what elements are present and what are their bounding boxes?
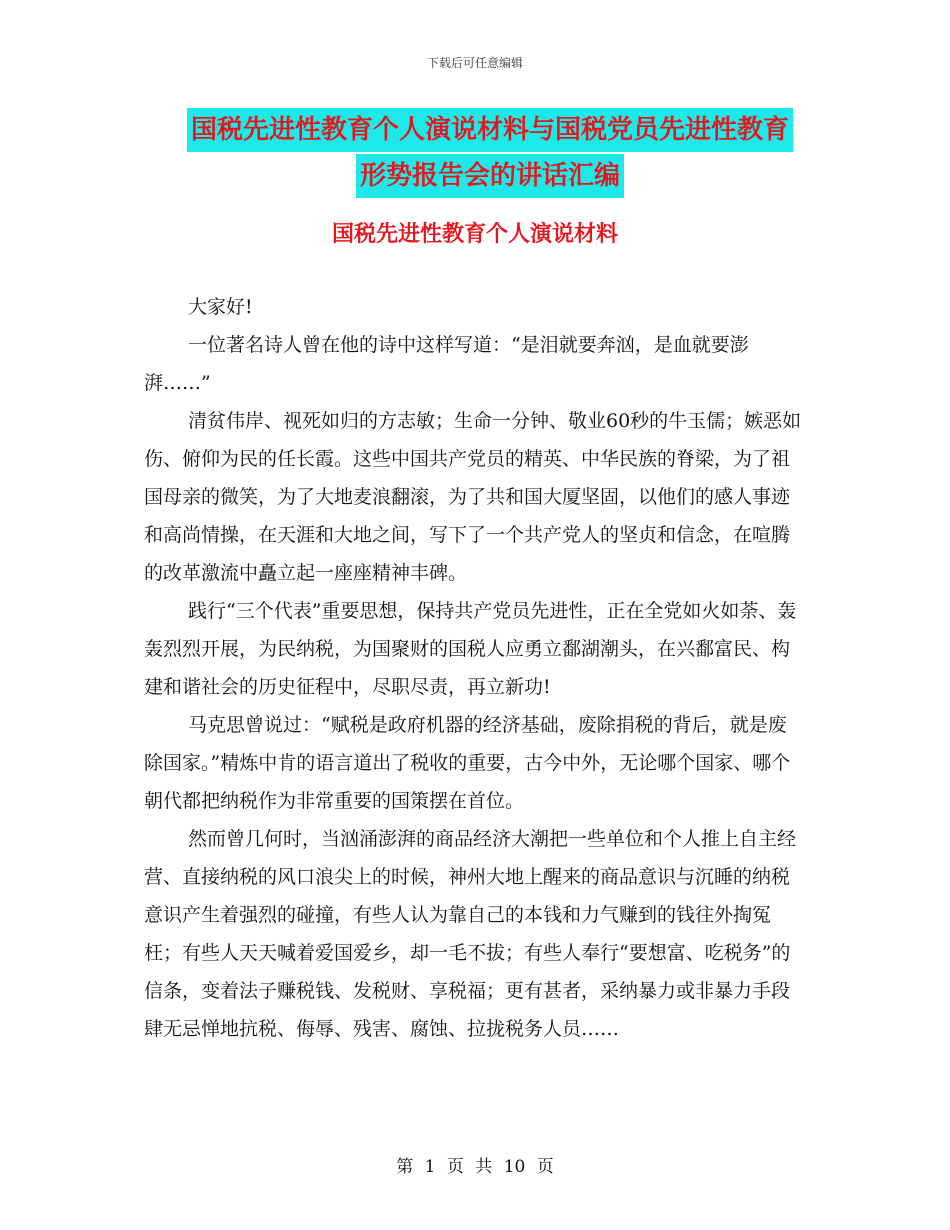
page-header-note: 下载后可任意编辑 <box>426 56 523 70</box>
paragraph-poem: 一位著名诗人曾在他的诗中这样写道：“是泪就要奔汹，是血就要澎湃……” <box>144 334 749 394</box>
document-title <box>140 108 840 198</box>
page-number-footer: 第 1 页 共 10 页 <box>396 1157 554 1177</box>
paragraph-greeting: 大家好! <box>188 296 253 318</box>
section-title: 国税先进性教育个人演说材料 <box>331 222 618 247</box>
paragraph-marx: 马克思曾说过：“赋税是政府机器的经济基础，废除捐税的背后，就是废除国家。”精炼中肯的语言道出了税收的重要，古今中外，无论哪个国家、哪个朝代都把纳税作为非常重要的国策摆在首位。 <box>144 714 791 812</box>
title-line-1: 国税先进性教育个人演说材料与国税党员先进性教育 <box>187 108 793 152</box>
title-line-2: 形势报告会的讲话汇编 <box>356 154 624 198</box>
body-text <box>144 288 804 1048</box>
paragraph-commodity-economy: 然而曾几何时，当汹涌澎湃的商品经济大潮把一些单位和个人推上自主经营、直接纳税的风口浪尖上的时候，神州大地上醒来的商品意识与沉睡的纳税意识产生着强烈的碰撞，有些人认为靠自己的本钱和力气赚到的钱往外掏冤枉；有些人天天喊着爱国爱乡，却一毛不拔；有些人奉行“要想富、吃税务”的信条，变着法子赚税钱、发税财、享税福；更有甚者，采纳暴力或非暴力手段肆无忌惮地抗税、侮辱、残害、腐蚀、拉拢税务人员…… <box>144 828 797 1040</box>
paragraph-three-represents: 践行“三个代表”重要思想，保持共产党员先进性，正在全党如火如荼、轰轰烈烈开展，为民纳税，为国聚财的国税人应勇立鄱湖潮头，在兴鄱富民、构建和谐社会的历史征程中，尽职尽责，再立新功! <box>144 600 797 698</box>
paragraph-heroes: 清贫伟岸、视死如归的方志敏；生命一分钟、敬业60秒的牛玉儒；嫉恶如伤、俯仰为民的任长霞。这些中国共产党员的精英、中华民族的脊梁，为了祖国母亲的微笑，为了大地麦浪翻滚，为了共和国大厦坚固，以他们的感人事迹和高尚情操，在天涯和大地之间，写下了一个共产党人的坚贞和信念，在喧腾的改革激流中矗立起一座座精神丰碑。 <box>144 410 802 584</box>
